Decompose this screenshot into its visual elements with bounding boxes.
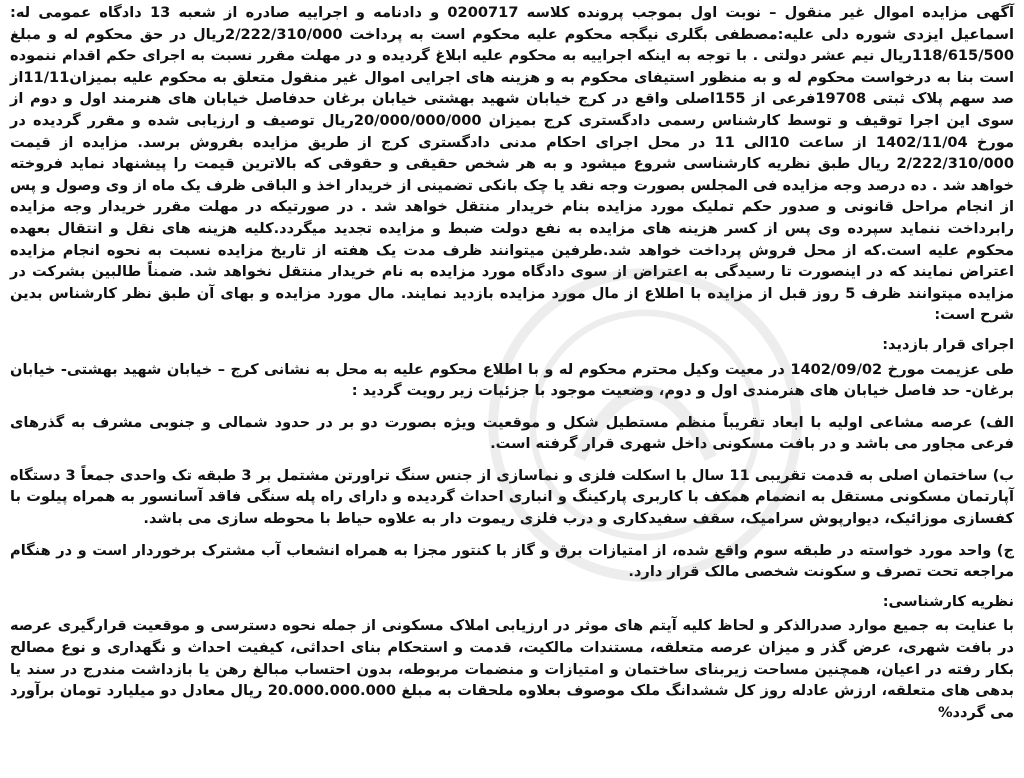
expert-opinion-heading: نظریه کارشناسی: [882, 592, 1014, 610]
site-visit-paragraph: طی عزیمت مورخ 1402/09/02 در معیت وکیل محترم محکوم له و با اطلاع محکوم علیه به محل به نشانی کرج – خیابان شهید بهشتی- خیابان برغان- حد فاصل خیابان های هنرمندی اول و دوم، وضعیت موجود با جزئیات زیر رویت گردید : [10, 360, 1014, 400]
item-alef-paragraph: الف) عرصه مشاعی اولیه با ابعاد تقریباً منظم مستطیل شکل و موقعیت ویژه بصورت دو بر در حدود شمالی و جنوبی مشرف به گذرهای فرعی مجاور می باشد و در بافت مسکونی داخل شهری قرار گرفته است. [10, 413, 1014, 453]
site-visit-heading: اجرای قرار بازدید: [882, 335, 1014, 353]
item-jim-paragraph: ج) واحد مورد خواسته در طبقه سوم واقع شده، از امتیازات برق و گاز با کنتور مجزا به همراه انشعاب آب مشترک برخوردار است و در هنگام مراجعه تحت تصرف و سکونت شخصی مالک قرار دارد. [10, 541, 1014, 581]
item-be-paragraph: ب) ساختمان اصلی به قدمت تقریبی 11 سال با اسکلت فلزی و نماسازی از جنس سنگ تراورتن مشتمل بر 3 طبقه تک واحدی جمعاً 3 دستگاه آپارتمان مسکونی مستقل به انضمام همکف با کاربری پارکینگ و انباری احداث گردیده و دارای راه پله سنگی فاقد آسانسور به همراه پیلوت با کفسازی موزائیک، دیوارپوش سرامیک، سقف سفیدکاری و درب فلزی ریموت دار به علاوه حیاط با محوطه سازی می باشد. [10, 466, 1014, 528]
notice-intro-paragraph: آگهی مزایده اموال غیر منقول – نوبت اول بموجب پرونده کلاسه 0200717 و دادنامه و اجراییه صادره از شعبه 13 دادگاه عمومی له: اسماعیل ایزدی شوره دلی علیه:مصطفی بگلری نیگجه محکوم علیه محکوم است به پرداخت 2/222/310/000ریال در حق محکوم له و مبلغ 118/615/500ریال نیم عشر دولتی . با توجه به اینکه اجراییه به محکوم علیه ابلاغ گردیده و در مهلت مقرر نسبت به اجرای حکم اقدام ننموده است بنا به درخواست محکوم له و به منظور استیفای محکوم به و هزینه های اجرایی اموال غیر منقول متعلق به محکوم علیه بمیزان11/11از صد سهم پلاک ثبتی 19708فرعی از 155اصلی واقع در کرج خیابان شهید بهشتی خیابان برغان حدفاصل خیابان های هنرمند اول و دوم از سوی این اجرا توقیف و توسط کارشناس رسمی دادگستری کرج بمیزان 20/000/000/000ریال توصیف و ارزیابی شده و مقرر گردیده در مورخ 1402/11/04 از ساعت 10الی 11 در محل اجرای احکام مدنی دادگستری کرج از طریق مزایده بفروش برسد. مزایده از قیمت 2/222/310/000 ریال طبق نظریه کارشناسی شروع میشود و به هر شخص حقیقی و حقوقی که بالاترین قیمت را پیشنهاد نماید فروخته خواهد شد . ده درصد وجه مزایده فی المجلس بصورت وجه نقد یا چک بانکی تضمینی از خریدار اخذ و الباقی ظرف یک ماه از وی وصول و پس از انجام مراحل قانونی و صدور حکم تملیک مورد مزایده بنام خریدار منتقل خواهد شد . در صورتیکه در مهلت مقرر خریدار وجه مزایده رابرداخت ننماید سپرده وی پس از کسر هزینه های مزایده به نفع دولت ضبط و مزایده تجدید میگردد.کلیه هزینه های نقل و انتقال بعهده محکوم علیه است.که از محل فروش پرداخت خواهد شد.طرفین میتوانند ظرف مدت یک هفته از تاریخ مزایده نسبت به نحوه انجام مزایده اعتراض نمایند که در اینصورت تا رسیدگی به اعتراض از سوی دادگاه مورد مزایده به نام خریدار منتقل نخواهد شد. ضمناً طالبین بشرکت در مزایده میتوانند ظرف 5 روز قبل از مزایده با اطلاع از مال مورد مزایده بازدید نمایند. مال مورد مزایده و بهای آن طبق نظر کارشناس بدین شرح است: [10, 4, 1015, 324]
expert-opinion-paragraph: با عنایت به جمیع موارد صدرالذکر و لحاظ کلیه آیتم های موثر در ارزیابی املاک مسکونی از جمله نحوه دسترسی و موقعیت قرارگیری عرصه در بافت شهری، عرض گذر و میزان عرصه متعلقه، مستندات مالکیت، قدمت و استحکام بنای احداثی، کیفیت احداث و نگهداری و نوع مصالح بکار رفته در اعیان، همچنین مساحت زیربنای ساختمان و امتیازات و منضمات مربوطه، بدون احتساب مبالغ رهن یا بازداشت مندرج در سند یا بدهی های متعلقه، ارزش عادله روز کل ششدانگ ملک موصوف بعلاوه ملحقات به مبلغ 20.000.000.000 ریال معادل دو میلیارد تومان برآورد می گردد% [10, 617, 1014, 721]
